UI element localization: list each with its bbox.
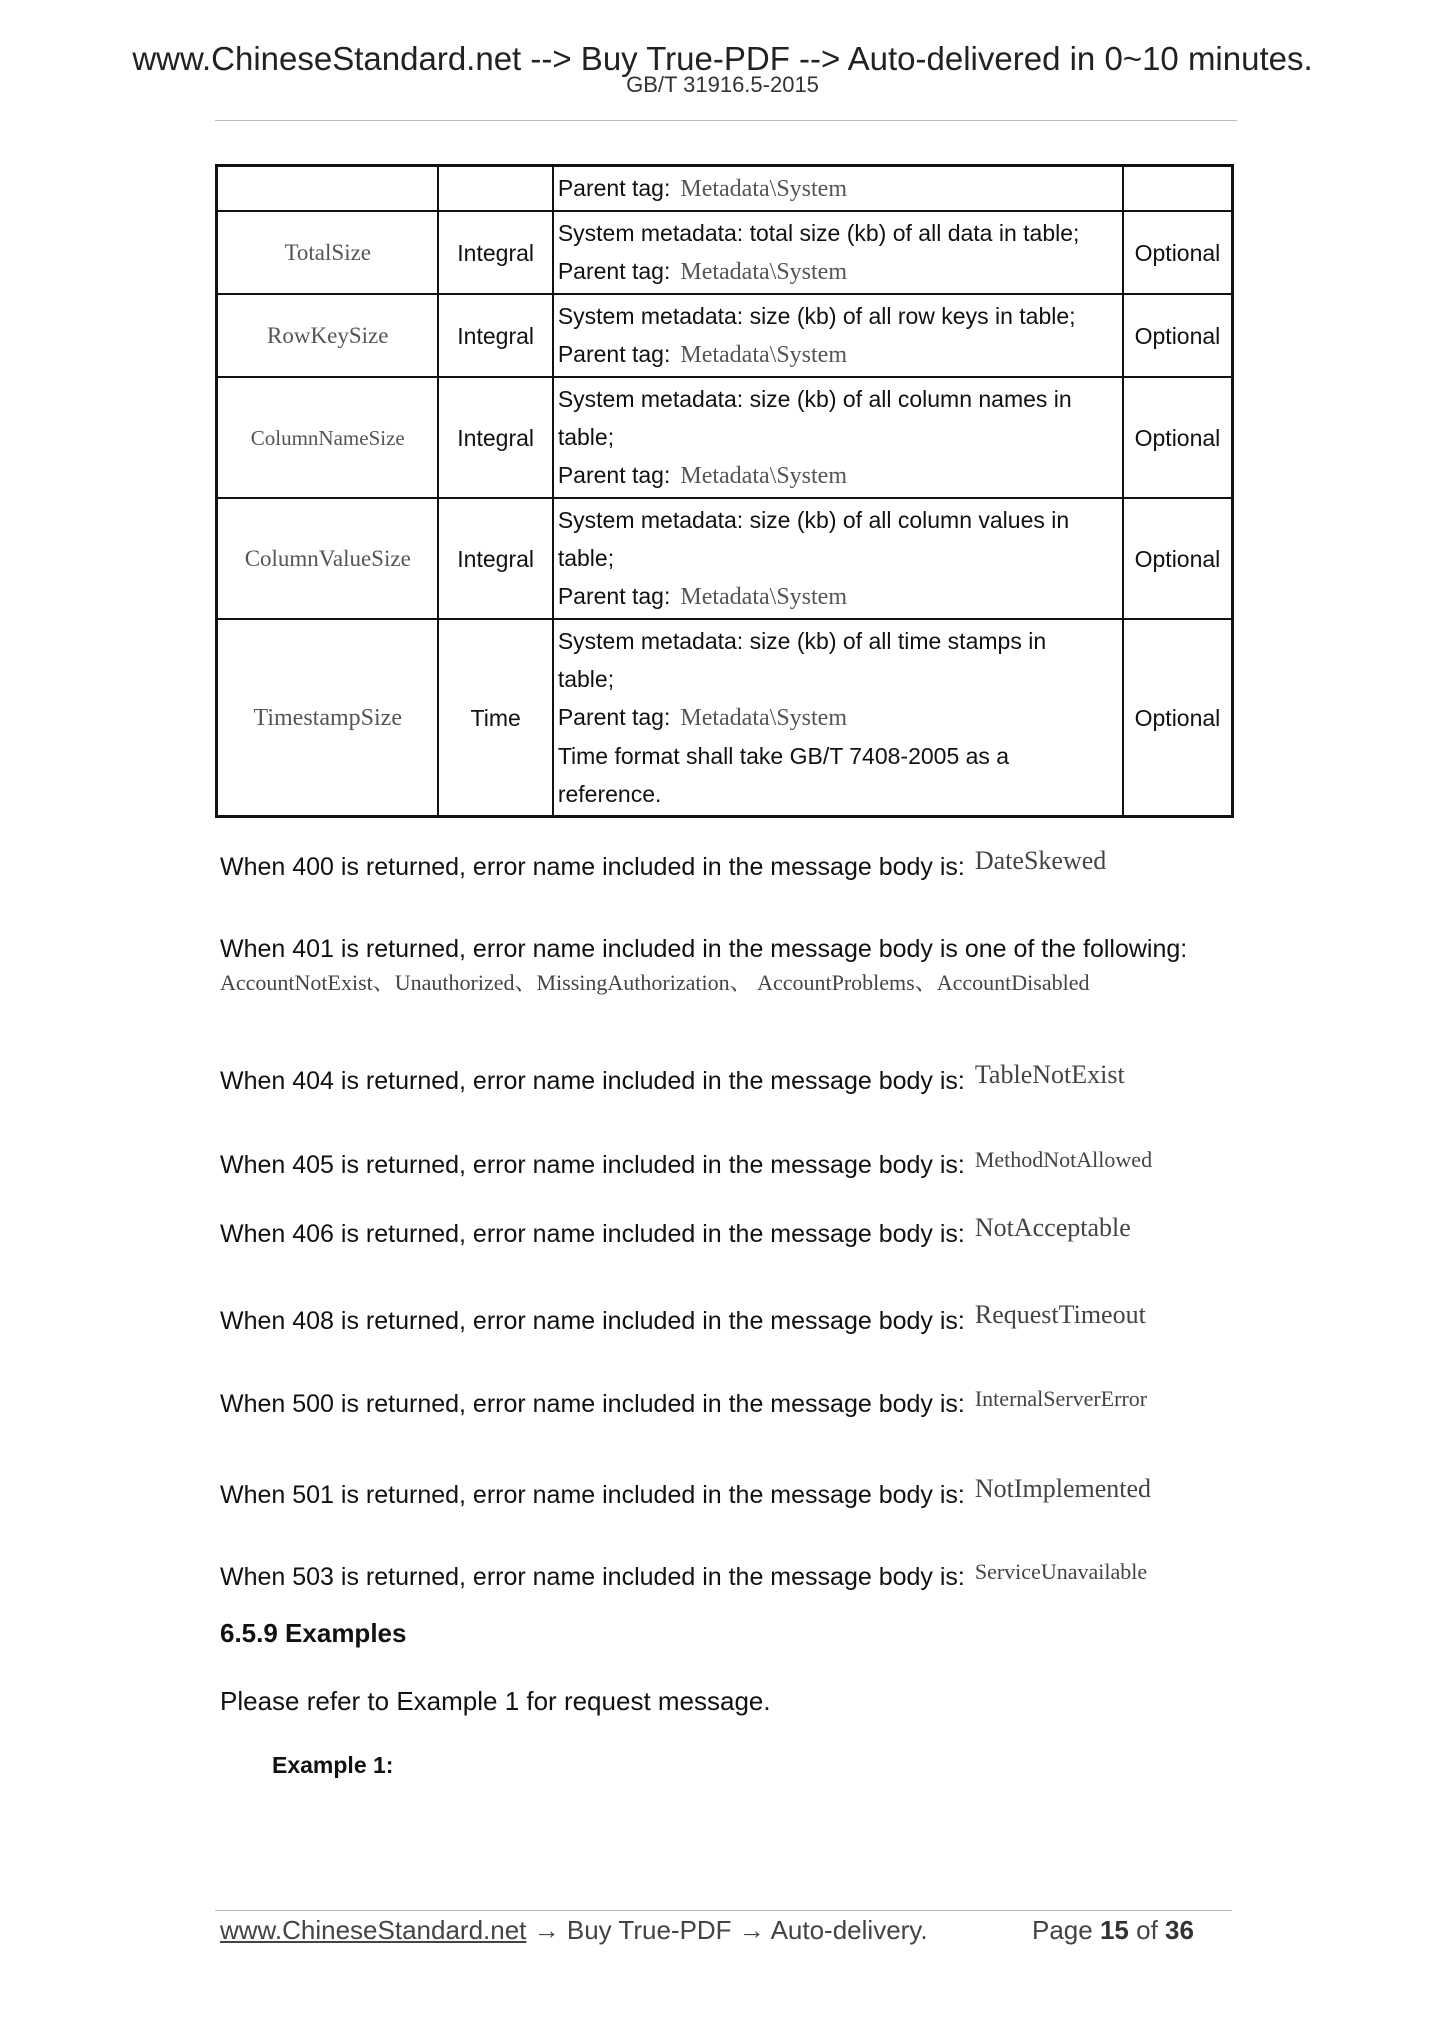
field-description [553,377,1123,498]
field-type: Integral [438,377,552,498]
top-banner: www.ChineseStandard.net --> Buy True-PDF --> Auto-delivered in 0~10 minutes. [132,40,1313,77]
field-description [553,211,1123,294]
parent-tag-value: Metadata\System [680,463,847,489]
description-line: table; [557,545,615,571]
parent-tag-value: Metadata\System [680,584,847,610]
field-requirement: Optional [1123,377,1233,498]
field-type: Integral [438,211,552,294]
error-401-list: AccountNotExist、Unauthorized、MissingAuthorization、 AccountProblems、AccountDisabled [220,970,1090,995]
error-404-text: When 404 is returned, error name included in the message body is: [220,1067,965,1095]
error-500-line [220,1386,1148,1419]
parent-tag-label: Parent tag: [557,258,671,284]
table-row [217,498,1233,619]
parent-tag-label: Parent tag: [557,704,671,730]
parent-tag-value: Metadata\System [680,705,847,731]
field-requirement: Optional [1123,294,1233,377]
field-name: TimestampSize [217,619,439,817]
table-row [217,211,1233,294]
field-description [553,498,1123,619]
document-id: GB/T 31916.5-2015 [626,72,819,97]
field-name: ColumnNameSize [217,377,439,498]
description-line: table; [557,666,615,692]
parent-tag-value: Metadata\System [680,176,847,202]
error-406-text: When 406 is returned, error name included in the message body is: [220,1220,965,1248]
error-406-line [220,1213,1131,1249]
parent-tag-label: Parent tag: [557,175,671,201]
field-description [553,619,1123,817]
error-503-code: ServiceUnavailable [974,1559,1148,1584]
section-heading: 6.5.9 Examples [220,1618,407,1648]
parent-tag-label: Parent tag: [557,341,671,367]
description-line: Time format shall take GB/T 7408-2005 as a [557,743,1010,769]
table-row [217,619,1233,817]
footer-link[interactable]: www.ChineseStandard.net [220,1915,527,1945]
description-line: reference. [557,781,662,807]
error-400-text: When 400 is returned, error name included in the message body is: [220,853,965,881]
field-name [217,166,439,212]
field-name: ColumnValueSize [217,498,439,619]
field-type: Integral [438,294,552,377]
parent-tag-value: Metadata\System [680,342,847,368]
field-requirement [1123,166,1233,212]
page-number: Page 15 of 36 [1032,1915,1194,1945]
description-line: System metadata: size (kb) of all column values in [557,507,1070,533]
error-404-code: TableNotExist [974,1060,1125,1089]
error-408-code: RequestTimeout [974,1300,1146,1329]
parent-tag-label: Parent tag: [557,583,671,609]
error-401-text: When 401 is returned, error name included in the message body is one of the following: [220,935,1188,963]
error-501-text: When 501 is returned, error name included in the message body is: [220,1481,965,1509]
field-name: RowKeySize [217,294,439,377]
field-type: Integral [438,498,552,619]
parent-tag-value: Metadata\System [680,259,847,285]
error-500-code: InternalServerError [974,1386,1148,1411]
table-row [217,294,1233,377]
field-name: TotalSize [217,211,439,294]
field-type: Time [438,619,552,817]
section-paragraph: Please refer to Example 1 for request message. [220,1686,771,1716]
error-408-text: When 408 is returned, error name included in the message body is: [220,1307,965,1335]
field-requirement: Optional [1123,211,1233,294]
field-description [553,294,1123,377]
parent-tag-label: Parent tag: [557,462,671,488]
error-401-line [220,935,1187,964]
error-503-line [220,1559,1148,1592]
error-400-code: DateSkewed [974,846,1107,875]
error-405-line [220,1147,1153,1180]
example-label: Example 1: [272,1752,394,1778]
metadata-table [215,164,1234,818]
error-405-code: MethodNotAllowed [974,1147,1153,1172]
table-row [217,377,1233,498]
description-line: System metadata: total size (kb) of all data in table; [557,220,1080,246]
error-500-text: When 500 is returned, error name included in the message body is: [220,1390,965,1418]
description-line: System metadata: size (kb) of all row keys in table; [557,303,1076,329]
footer-divider [215,1910,1232,1911]
description-line: System metadata: size (kb) of all column names in [557,386,1072,412]
field-requirement: Optional [1123,619,1233,817]
error-406-code: NotAcceptable [974,1213,1131,1242]
field-requirement: Optional [1123,498,1233,619]
error-408-line [220,1300,1146,1336]
description-line: table; [557,424,615,450]
footer-tagline: → Buy True-PDF → Auto-delivery. [526,1915,928,1945]
error-501-line [220,1474,1152,1510]
error-501-code: NotImplemented [974,1474,1152,1503]
error-400-line [220,846,1107,882]
error-405-text: When 405 is returned, error name included in the message body is: [220,1151,965,1179]
error-503-text: When 503 is returned, error name included in the message body is: [220,1563,965,1591]
footer-text [220,1915,928,1946]
table-row [217,166,1233,212]
description-line: System metadata: size (kb) of all time stamps in [557,628,1047,654]
header-divider [215,120,1237,121]
field-description [553,166,1123,212]
error-404-line [220,1060,1125,1096]
field-type [438,166,552,212]
